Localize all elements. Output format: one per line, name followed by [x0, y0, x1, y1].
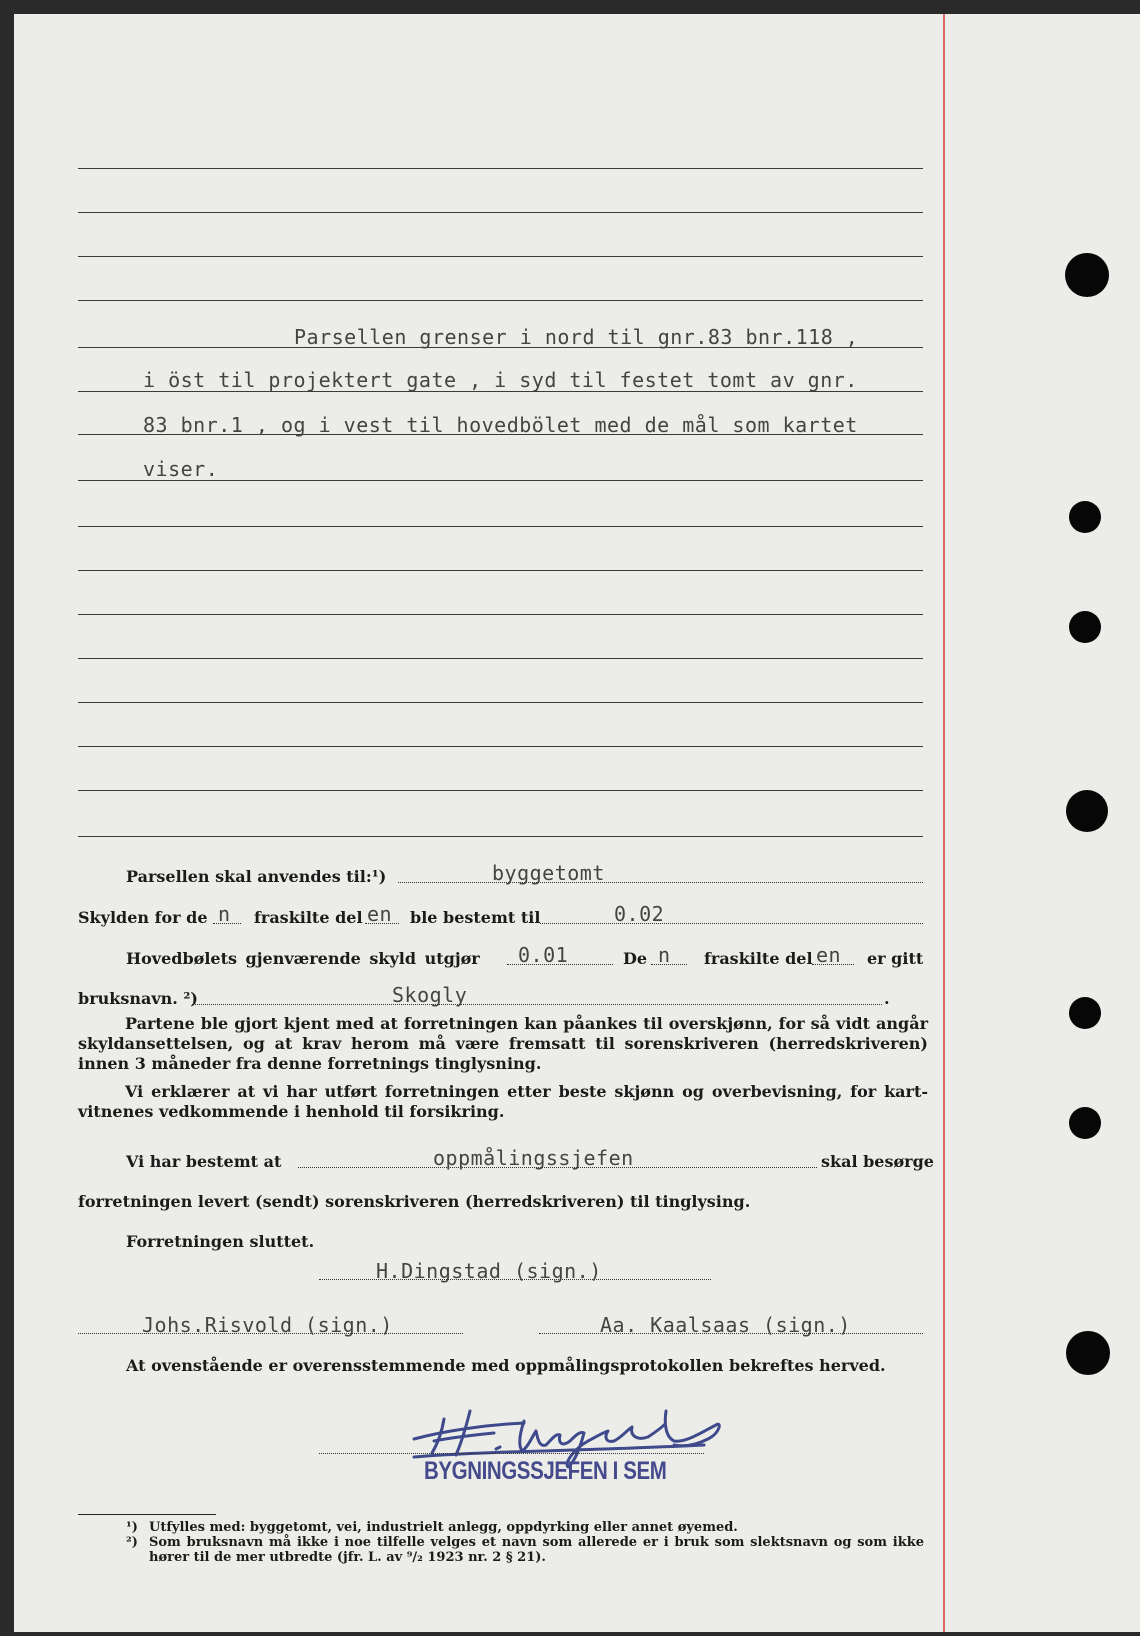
bekreftes-text: At ovenstående er overensstemmende med oppmålingsprotokollen bekreftes herved. — [126, 1356, 886, 1375]
footnote-text: Utfylles med: byggetomt, vei, industrielt anlegg, oppdyrking eller annet øyemed. — [149, 1520, 738, 1535]
levert-text: forretningen levert (sendt) sorenskriveren (herredskriveren) til tinglysing. — [78, 1192, 751, 1211]
bestemt-text: skal besørge — [821, 1152, 934, 1171]
erklaerer-text: Vi erklærer at vi har utført forretningen etter beste skjønn og overbevisning, for kart-vitnenes vedkommende i henhold til forsikring. — [78, 1082, 928, 1121]
punch-hole — [1066, 790, 1108, 832]
use-value: byggetomt — [492, 861, 605, 885]
ruled-line — [78, 658, 923, 659]
ruled-line — [78, 570, 923, 571]
hoved-text: De — [623, 949, 648, 968]
bruk-dots — [192, 1003, 882, 1005]
punch-hole — [1065, 253, 1109, 297]
official-stamp: BYGNINGSSJEFEN I SEM — [424, 1457, 667, 1485]
ruled-line — [78, 256, 923, 257]
description-line: viser. — [143, 457, 219, 481]
footnote-text: Som bruksnavn må ikke i noe tilfelle velges et navn som allerede er i bruk som slektsnavn og som ikke hører til de mer utbredte (jfr. L. av ⁹/₂ 1923 nr. 2 § 21). — [149, 1535, 924, 1565]
hoved-value: n — [658, 943, 671, 967]
hoved-text: fraskilte del — [704, 949, 813, 968]
partene-paragraph — [78, 1014, 928, 1074]
bestemt-text: Vi har bestemt at — [126, 1152, 282, 1171]
hoved-text: er gitt — [867, 949, 924, 968]
description-line: i öst til projektert gate , i syd til festet tomt av gnr. — [143, 368, 858, 392]
ruled-line — [78, 212, 923, 213]
bruk-end: . — [884, 989, 890, 1008]
skyld-text: ble bestemt til — [410, 908, 541, 927]
skyld-value: n — [218, 902, 231, 926]
skyld-value: en — [367, 902, 393, 926]
punch-hole — [1069, 501, 1101, 533]
sluttet-text: Forretningen sluttet. — [126, 1232, 315, 1251]
use-label: Parsellen skal anvendes til:¹) — [126, 867, 387, 886]
bruk-value: Skogly — [392, 983, 468, 1007]
skyld-dots — [540, 922, 923, 924]
signature-right: Aa. Kaalsaas (sign.) — [600, 1313, 851, 1337]
bestemt-value: oppmålingssjefen — [433, 1146, 634, 1170]
signature-main: H.Dingstad (sign.) — [376, 1259, 602, 1283]
ruled-line — [78, 702, 923, 703]
punch-hole — [1069, 611, 1101, 643]
hoved-value: en — [816, 943, 842, 967]
punch-hole — [1069, 1107, 1101, 1139]
stamp-dots — [319, 1452, 704, 1454]
signature-left: Johs.Risvold (sign.) — [142, 1313, 393, 1337]
ruled-line — [78, 836, 923, 837]
punch-hole — [1066, 1331, 1110, 1375]
skyld-text: fraskilte del — [254, 908, 363, 927]
ruled-line — [78, 790, 923, 791]
description-line: Parsellen grenser i nord til gnr.83 bnr.118 , — [294, 325, 859, 349]
footnote-mark: ²) — [126, 1535, 138, 1550]
use-dots — [398, 881, 923, 883]
document-page — [14, 14, 1140, 1632]
skyld-value: 0.02 — [614, 902, 665, 926]
ruled-line — [78, 746, 923, 747]
skyld-text: Skylden for de — [78, 908, 208, 927]
hoved-value: 0.01 — [518, 943, 569, 967]
bruk-label: bruksnavn. ²) — [78, 989, 198, 1008]
footnote-mark: ¹) — [126, 1520, 138, 1535]
hoved-text: Hovedbølets gjenværende skyld utgjør — [126, 949, 480, 968]
erklaerer-paragraph — [78, 1082, 928, 1122]
partene-text: Partene ble gjort kjent med at forretningen kan påankes til overskjønn, for så vidt angår skyldansettelsen, og at krav herom må være fremsatt til sorenskriveren (herredskriveren) innen 3 måneder fra denne forretnings tinglysning. — [78, 1014, 928, 1073]
footnote-rule — [78, 1514, 216, 1515]
ruled-line — [78, 614, 923, 615]
ruled-line — [78, 300, 923, 301]
ruled-line — [78, 168, 923, 169]
margin-line — [943, 14, 945, 1632]
ruled-line — [78, 526, 923, 527]
punch-hole — [1069, 997, 1101, 1029]
description-line: 83 bnr.1 , og i vest til hovedbölet med de mål som kartet — [143, 413, 858, 437]
